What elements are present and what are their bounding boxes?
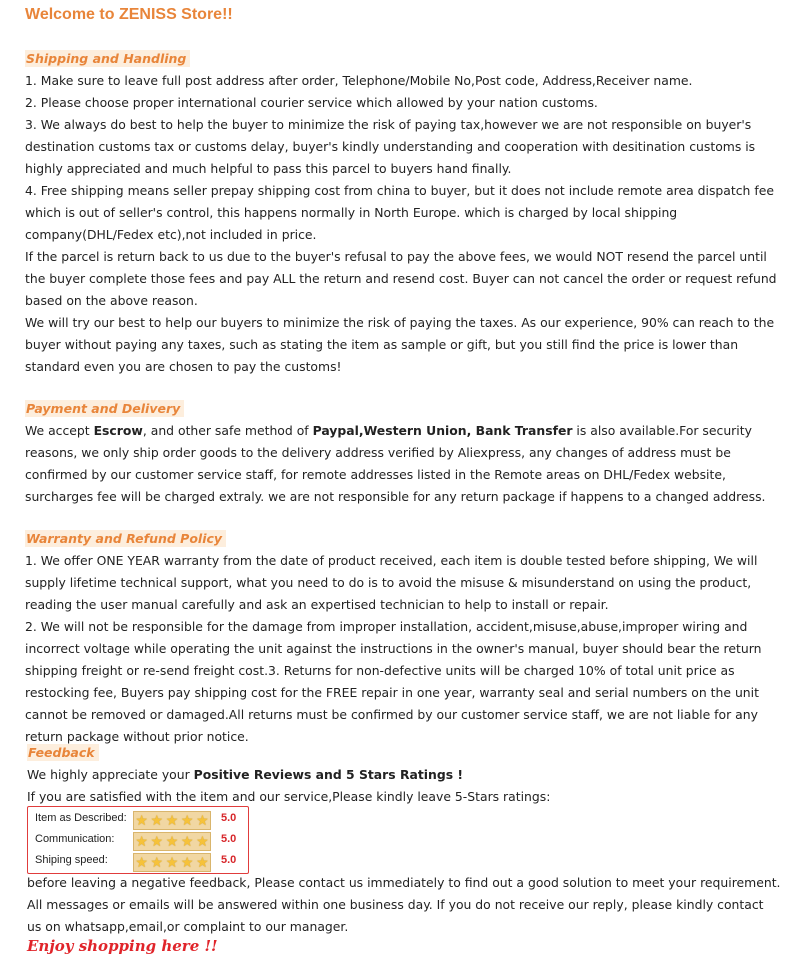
star-rating-icon: ★ ★ ★ ★ ★ bbox=[133, 811, 211, 830]
feedback-heading: Feedback bbox=[27, 744, 99, 761]
rating-score: 5.0 bbox=[221, 854, 237, 866]
rating-label: Item as Described: bbox=[35, 812, 127, 824]
feedback-line-2: If you are satisfied with the item and our service,Please kindly leave 5-Stars ratings: bbox=[27, 789, 551, 804]
rating-label: Shiping speed: bbox=[35, 854, 108, 866]
payment-methods-bold: Paypal,Western Union, Bank Transfer bbox=[312, 423, 573, 438]
payment-text: We accept Escrow, and other safe method of Paypal,Western Union, Bank Transfer is also available.For security reasons, we only ship order goods to the delivery address verified by Aliexpress, any changes of address must be confirmed by our customer service staff, for remote addresses listed in the Remote areas on DHL/Fedex website, surcharges fee will be charged extraly. we are not responsible for any return package if happens to a changed address. bbox=[25, 423, 766, 504]
warranty-heading: Warranty and Refund Policy bbox=[25, 530, 226, 547]
feedback-line-4: All messages or emails will be answered within one business day. If you do not receive our reply, please kindly contact us on whatsapp,email,or complaint to our manager. bbox=[27, 897, 764, 934]
enjoy-shopping-text: Enjoy shopping here !! bbox=[27, 937, 218, 955]
feedback-line-1: We highly appreciate your Positive Reviews and 5 Stars Ratings ! bbox=[27, 767, 464, 782]
star-rating-icon: ★ ★ ★ ★ ★ bbox=[133, 853, 211, 872]
star-rating-icon: ★ ★ ★ ★ ★ bbox=[133, 832, 211, 851]
rating-row bbox=[28, 851, 248, 871]
escrow-bold: Escrow bbox=[93, 423, 143, 438]
rating-score: 5.0 bbox=[221, 833, 237, 845]
warranty-text: 1. We offer ONE YEAR warranty from the date of product received, each item is double tested before shipping, We will supply lifetime technical support, what you need to do is to avoid the misuse & misunderstand on using the product, reading the user manual carefully and ask an expertised technician to help to install or repair. 2. We will not be responsible for the damage from improper installation, accident,misuse,abuse,improper wiring and incorrect voltage while operating the unit against the instructions in the owner's manual, buyer should bear the return shipping freight or re-send freight cost.3. Returns for non-defective units will be charged 10% of total unit price as restocking fee, Buyers pay shipping cost for the FREE repair in one year, warranty seal and serial numbers on the unit cannot be removed or damaged.All returns must be confirmed by our customer service staff, we are not liable for any return package without prior notice. bbox=[25, 553, 762, 744]
shipping-text: 1. Make sure to leave full post address after order, Telephone/Mobile No,Post code, Address,Receiver name. 2. Please choose proper international courier service which allowed by your nation customs. 3. We always do best to help the buyer to minimize the risk of paying tax,however we are not responsible on buyer's destination customs tax or customs delay, buyer's kindly understanding and cooperation with desitination customs is highly appreciated and much helpful to pass this parcel to buyers hand finally. 4. Free shipping means seller prepay shipping cost from china to buyer, but it does not include remote area dispatch fee which is out of seller's control, this happens normally in North Europe. which is charged by local shipping company(DHL/Fedex etc),not included in price. If the parcel is return back to us due to the buyer's refusal to pay the above fees, we would NOT resend the parcel until the buyer complete those fees and pay ALL the return and resend cost. Buyer can not cancel the order or request refund based on the above reason. We will try our best to help our buyers to minimize the risk of paying the taxes. As our experience, 90% can reach to the buyer without paying any taxes, such as stating the item as sample or gift, but you still find the price is lower than standard even you are chosen to pay the customs! bbox=[25, 73, 777, 374]
rating-row bbox=[28, 830, 248, 850]
ratings-box bbox=[27, 806, 249, 874]
rating-row bbox=[28, 809, 248, 829]
rating-score: 5.0 bbox=[221, 812, 237, 824]
feedback-line-3: before leaving a negative feedback, Please contact us immediately to find out a good solution to meet your requirement. bbox=[27, 875, 781, 890]
rating-label: Communication: bbox=[35, 833, 115, 845]
shipping-heading: Shipping and Handling bbox=[25, 50, 190, 67]
payment-heading: Payment and Delivery bbox=[25, 400, 184, 417]
page-title: Welcome to ZENISS Store!! bbox=[25, 6, 233, 23]
